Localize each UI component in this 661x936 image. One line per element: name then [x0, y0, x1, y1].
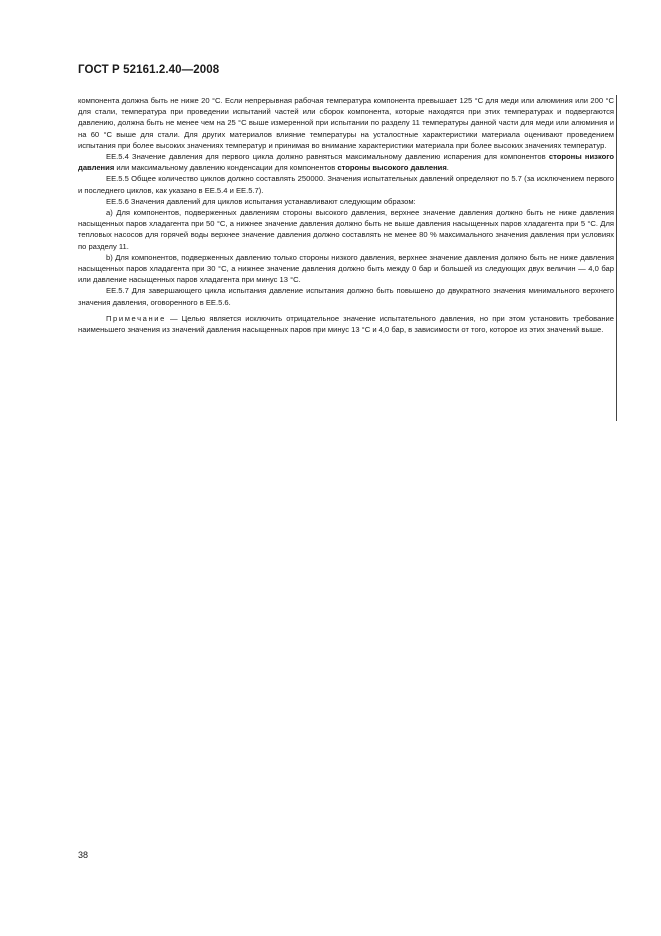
note-paragraph — [78, 313, 614, 335]
clause-ee-5-4 — [78, 151, 614, 173]
document-body — [78, 95, 614, 335]
clause-ee-5-5: ЕЕ.5.5 Общее количество циклов должно составлять 250000. Значения испытательных давлений определяют по 5.7 (за исключением первого и последнего циклов, как указано в ЕЕ.5.4 и ЕЕ.5.7). — [78, 174, 614, 195]
change-bar-rule — [616, 95, 617, 421]
bold-term-high-pressure: стороны высокого давления — [337, 163, 447, 173]
clause-ee-5-6-b: b) Для компонентов, подверженных давлению только стороны низкого давления, верхнее значение давления должно быть не ниже давления насыщенных паров хладагента при 30 °С, а нижнее значение давления должно быть между 0 бар и большей из следующих двух величин — 4,0 бар или давление насыщенных паров хладагента при минус 13 °С. — [78, 252, 614, 285]
clause-ee-5-6-a: а) Для компонентов, подверженных давлениям стороны высокого давления, верхнее значение давления должно быть не ниже давления насыщенных паров хладагента при 50 °С, а нижнее значение давления должно быть не выше давления насыщенных паров хладагента при 5 °С. Для тепловых насосов для горячей воды верхнее значение давления должно составлять не менее 80 % максимального значения давления при условиях по разделу 11. — [78, 208, 614, 251]
clause-ee-5-7: ЕЕ.5.7 Для завершающего цикла испытания давление испытания должно быть повышено до двукратного значения минимального верхнего значения давления, оговоренного в ЕЕ.5.6. — [78, 286, 614, 307]
note-text: — Целью является исключить отрицательное значение испытательного давления, но при этом установить требование наименьшего значения из значений давления насыщенных паров при минус 13 °С и 4,0 бар, в зависимости от того, которое из этих значений выше. — [78, 313, 614, 335]
clause-text: ЕЕ.5.4 Значение давления для первого цикла должно равняться максимальному давлению испарения для компонентов — [106, 152, 549, 162]
clause-text: . — [446, 163, 449, 173]
note-label: Примечание — [106, 313, 166, 323]
clause-text: или максимальному давлению конденсации для компонентов — [114, 163, 338, 173]
page-number: 38 — [78, 850, 89, 860]
clause-ee-5-6: ЕЕ.5.6 Значения давлений для циклов испытания устанавливают следующим образом: — [106, 196, 416, 206]
paragraph-continuation: компонента должна быть не ниже 20 °С. Если непрерывная рабочая температура компонента превышает 125 °С для меди или алюминия или 200 °С для стали, температура при проведении испытаний частей или сборок компонента, которые находятся при этих температурах и подвергаются давлению, должна быть не менее чем на 25 °С выше измеренной при испытании по разделу 11 температуры данной части для меди или алюминия и на 60 °С выше для стали. Для других материалов влияние температуры на усталостные характеристики материала оценивают проведением испытания при более высоких значениях температур и принимая во внимание характеристики материала при более высоких значениях температур. — [78, 96, 614, 150]
bold-term-low-pressure: стороны низкого давления — [78, 152, 614, 173]
document-header: ГОСТ Р 52161.2.40—2008 — [78, 64, 220, 76]
